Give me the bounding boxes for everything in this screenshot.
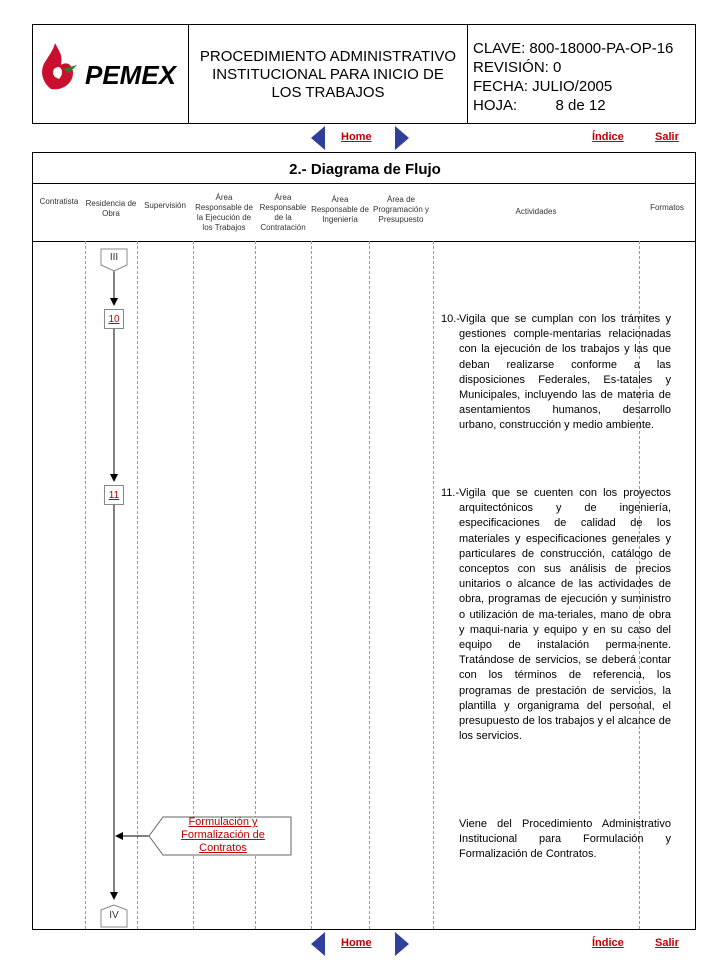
connector-top-label: III (109, 252, 119, 263)
activity-text: Vigila que se cuenten con los proyectos arquitectónicos y de ingeniería, especificaciones de calidad de los materiales y especificaciones generales y particulares de construcción, catálogo de conceptos con sus análisis de precios unitarios o alcance de las actividades de obra, programas de ejecución y suministro o utilización de ma-teriales, mano de obra y maqui-naria y equipo y en su caso del equipo de instalación perma-nente. Tratándose de servicios, se deberá contar con los términos de referencia, los programas de prestación de servicios, la plantilla y organigrama del personal, el presupuesto de los trabajos y el alcance de los servicios. (459, 487, 671, 743)
connector-bottom-label: IV (109, 910, 119, 921)
col-ingenieria: Área Responsable de Ingeniería (311, 195, 369, 224)
external-process-link[interactable]: Formulación y Formalización de Contratos (181, 816, 265, 854)
col-ejecucion: Área Responsable de la Ejecución de los Trabajos (195, 193, 253, 232)
next-page-icon[interactable] (395, 126, 409, 150)
col-contratacion: Área Responsable de la Contratación (259, 193, 307, 232)
activity-11 (441, 486, 671, 744)
home-link-top[interactable]: Home (341, 131, 372, 143)
hoja-label: HOJA: (473, 97, 518, 114)
document-meta (473, 39, 693, 115)
col-residencia: Residencia de Obra (85, 199, 137, 218)
fecha-text: FECHA: JULIO/2005 (473, 78, 613, 95)
col-formatos: Formatos (650, 203, 684, 212)
col-programacion: Área de Programación y Presupuesto (372, 195, 430, 224)
col-actividades: Actividades (515, 207, 557, 216)
document-title: PROCEDIMIENTO ADMINISTRATIVO INSTITUCIONAL PARA INICIO DE LOS TRABAJOS (199, 48, 457, 101)
pemex-logo (33, 25, 188, 125)
step-11-link[interactable]: 11 (104, 485, 124, 505)
col-contratista: Contratista (39, 197, 79, 206)
salir-link-top[interactable]: Salir (655, 131, 679, 143)
hoja-value: 8 de 12 (555, 97, 606, 114)
activity-viene (441, 817, 671, 863)
activity-10 (441, 312, 671, 434)
flowchart-frame (32, 152, 696, 930)
salir-link-bottom[interactable]: Salir (655, 937, 679, 949)
activity-text: Vigila que se cumplan con los trámites y gestiones comple-mentarias relacionadas con la ejecución de los trabajos y las que deban realizarse conforme a las disposiciones Federales, Es-tatales y Municipales, incluyendo las de materia de asentamientos humanos, desarrollo urbano, construcción y medio ambiente. (459, 313, 671, 432)
activity-number: 11.- (441, 487, 460, 499)
hoja-row (473, 96, 693, 115)
clave-text: CLAVE: 800-18000-PA-OP-16 (473, 40, 674, 57)
document-title-box (189, 25, 467, 125)
document-header (32, 24, 696, 124)
home-link-bottom[interactable]: Home (341, 937, 372, 949)
prev-page-icon-bottom[interactable] (311, 932, 325, 956)
diagram-title: 2.- Diagrama de Flujo (289, 161, 441, 178)
pemex-wordmark: PEMEX (85, 60, 177, 90)
col-supervision: Supervisión (144, 201, 186, 210)
indice-link-bottom[interactable]: Índice (592, 937, 624, 949)
prev-page-icon[interactable] (311, 126, 325, 150)
activity-text: Viene del Procedimiento Administrativo Institucional para Formulación y Formalización de Contratos. (459, 818, 671, 861)
revision-text: REVISIÓN: 0 (473, 59, 562, 76)
indice-link-top[interactable]: Índice (592, 131, 624, 143)
next-page-icon-bottom[interactable] (395, 932, 409, 956)
activity-number: 10.- (441, 313, 460, 325)
step-10-link[interactable]: 10 (104, 309, 124, 329)
